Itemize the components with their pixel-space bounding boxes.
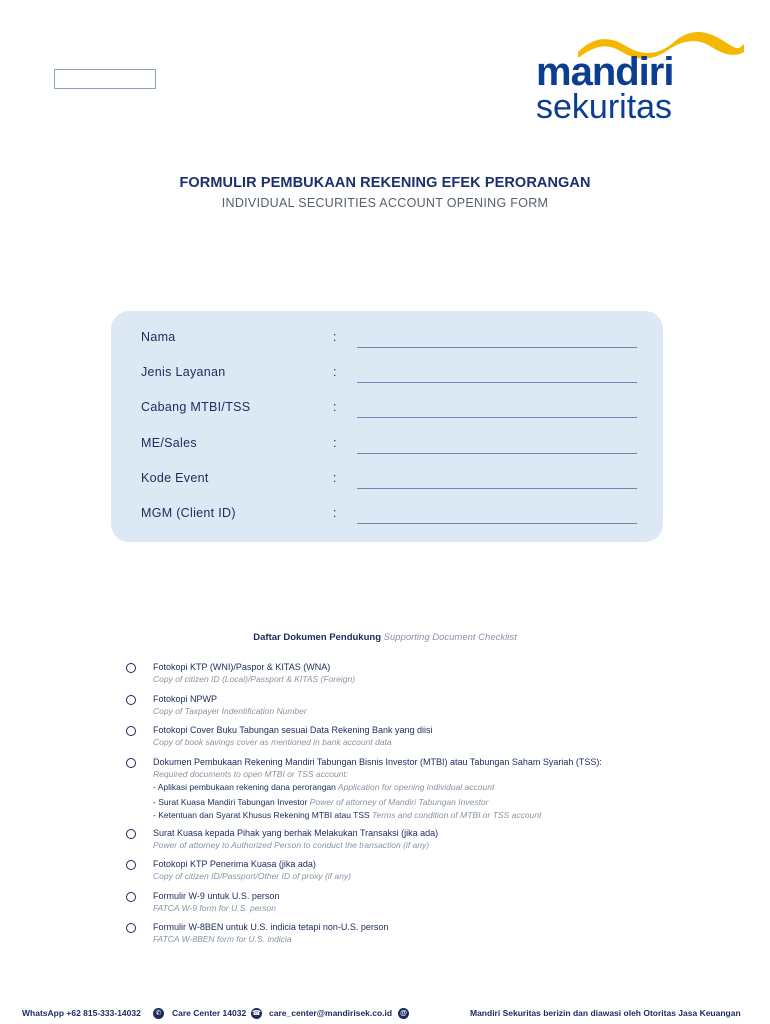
field-colon: :	[333, 400, 337, 414]
checklist-item-translation: Copy of citizen ID/Passport/Other ID of proxy (if any)	[153, 871, 351, 881]
footer	[22, 1008, 752, 1022]
reference-number-box[interactable]	[54, 69, 156, 89]
mtbi-bullet	[153, 782, 494, 792]
form-title-sub: INDIVIDUAL SECURITIES ACCOUNT OPENING FORM	[221, 196, 549, 210]
field-colon: :	[333, 365, 337, 379]
checklist-item-label: Fotokopi Cover Buku Tabungan sesuai Data Rekening Bank yang diisi	[153, 725, 433, 735]
form-title-main: FORMULIR PEMBUKAAN REKENING EFEK PERORANGAN	[179, 175, 591, 191]
applicant-info-panel	[111, 311, 663, 542]
mandiri-sekuritas-logo	[530, 30, 750, 130]
kode-event-input-line[interactable]	[357, 488, 637, 489]
checklist-item-translation: FATCA W-8BEN form for U.S. indicia	[153, 934, 292, 944]
whatsapp-icon: ✆	[153, 1008, 164, 1019]
bullet-translation: Power of attorney of Mandiri Tabungan Investor	[307, 797, 489, 807]
logo-text-sekuritas: sekuritas	[536, 88, 673, 126]
checklist-radio[interactable]	[126, 663, 136, 673]
logo-text-mandiri: mandiri	[536, 50, 674, 94]
checklist-item-translation: Copy of Taxpayer Indentification Number	[153, 706, 307, 716]
checklist-item-translation: FATCA W-9 form for U.S. person	[153, 903, 276, 913]
field-label: ME/Sales	[141, 436, 197, 450]
field-row-nama	[141, 330, 641, 354]
checklist-radio[interactable]	[126, 860, 136, 870]
footer-care-center[interactable]: Care Center 14032	[172, 1008, 247, 1018]
checklist-radio[interactable]	[126, 829, 136, 839]
checklist-item-translation: Copy of book savings cover as mentioned in bank account data	[153, 737, 392, 747]
checklist-title-bold: Daftar Dokumen Pendukung	[253, 632, 382, 643]
mgm-input-line[interactable]	[357, 523, 637, 524]
footer-whatsapp[interactable]: WhatsApp +62 815-333-14032	[22, 1008, 141, 1018]
checklist-radio[interactable]	[126, 695, 136, 705]
checklist-item-label: Fotokopi KTP (WNI)/Paspor & KITAS (WNA)	[153, 662, 331, 672]
phone-icon: ☎	[252, 1010, 261, 1017]
checklist-radio[interactable]	[126, 758, 136, 768]
nama-input-line[interactable]	[357, 347, 637, 348]
checklist-item-label: Fotokopi KTP Penerima Kuasa (jika ada)	[153, 859, 316, 869]
bullet-label: - Aplikasi pembukaan rekening dana perorangan	[153, 782, 336, 792]
checklist-radio[interactable]	[126, 892, 136, 902]
field-row-me-sales	[141, 436, 641, 460]
checklist-item-label: Formulir W-9 untuk U.S. person	[153, 891, 280, 901]
field-colon: :	[333, 330, 337, 344]
bullet-translation: Terms and condition of MTBI or TSS account	[369, 810, 542, 820]
checklist-item-translation: Power of attorney to Authorized Person to conduct the transaction (if any)	[153, 840, 430, 850]
checklist-title	[0, 632, 770, 643]
checklist-radio[interactable]	[126, 923, 136, 933]
mtbi-bullet	[153, 797, 488, 807]
field-colon: :	[333, 471, 337, 485]
field-label: Kode Event	[141, 471, 209, 485]
field-label: Cabang MTBI/TSS	[141, 400, 251, 414]
field-row-jenis-layanan	[141, 365, 641, 389]
field-label: Nama	[141, 330, 176, 344]
checklist-item-label: Surat Kuasa kepada Pihak yang berhak Melakukan Transaksi (jika ada)	[153, 828, 439, 838]
checklist-item-label: Dokumen Pembukaan Rekening Mandiri Tabungan Bisnis Investor (MTBI) atau Tabungan Saham Syariah (TSS):	[153, 757, 602, 767]
field-colon: :	[333, 506, 337, 520]
footer-email[interactable]: care_center@mandirisek.co.id	[269, 1008, 393, 1018]
checklist-item-translation: Copy of citizen ID (Local)/Passport & KITAS (Foreign)	[153, 674, 356, 684]
field-label: Jenis Layanan	[141, 365, 226, 379]
footer-regulation: Mandiri Sekuritas berizin dan diawasi oleh Otoritas Jasa Keuangan	[470, 1008, 741, 1018]
bullet-translation: Application for opening individual account	[335, 782, 495, 792]
mtbi-bullet	[153, 810, 541, 820]
field-row-kode-event	[141, 471, 641, 495]
field-row-mgm	[141, 506, 641, 530]
jenis-layanan-input-line[interactable]	[357, 382, 637, 383]
cabang-input-line[interactable]	[357, 417, 637, 418]
checklist-item-label: Formulir W-8BEN untuk U.S. indicia tetapi non-U.S. person	[153, 922, 389, 932]
checklist-item-translation: Required documents to open MTBI or TSS account:	[153, 769, 349, 779]
checklist-item-label: Fotokopi NPWP	[153, 694, 218, 704]
checklist-radio[interactable]	[126, 726, 136, 736]
form-title	[0, 175, 770, 210]
me-sales-input-line[interactable]	[357, 453, 637, 454]
bullet-label: - Surat Kuasa Mandiri Tabungan Investor	[153, 797, 308, 807]
field-row-cabang	[141, 400, 641, 424]
email-icon: @	[398, 1008, 409, 1019]
field-colon: :	[333, 436, 337, 450]
checklist-title-italic: Supporting Document Checklist	[381, 632, 517, 643]
bullet-label: - Ketentuan dan Syarat Khusus Rekening MTBI atau TSS	[153, 810, 370, 820]
field-label: MGM (Client ID)	[141, 506, 236, 520]
